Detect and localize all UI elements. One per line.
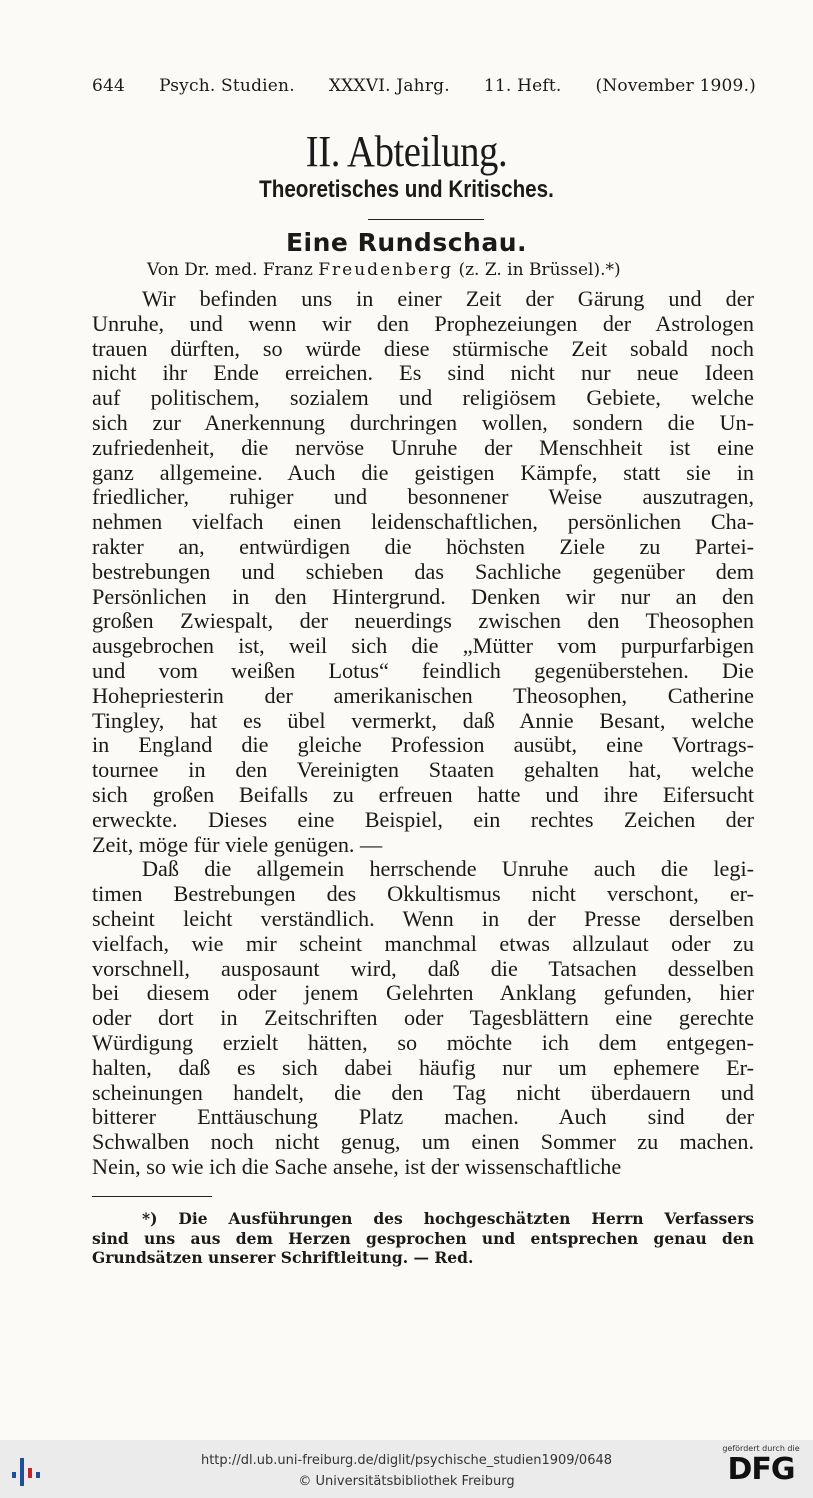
- byline-suffix: (z. Z. in Brüssel).*): [458, 260, 621, 280]
- footnote-divider: [92, 1196, 212, 1197]
- text-line: und vom weißen Lotus“ feindlich gegenüberstehen. Die: [92, 658, 754, 683]
- journal-name: Psych. Studien.: [159, 76, 295, 96]
- section-subtitle: Theoretisches und Kritisches.: [259, 176, 554, 203]
- text-line: erweckte. Dieses eine Beispiel, ein rechtes Zeichen der: [92, 807, 754, 832]
- text-line: Daß die allgemein herrschende Unruhe auch die legi-: [142, 857, 754, 882]
- text-line: vielfach, wie mir scheint manchmal etwas allzulaut oder zu: [92, 931, 754, 956]
- running-header: [92, 76, 756, 96]
- text-line: sich zur Anerkennung durchringen wollen, sondern die Un-: [92, 410, 754, 435]
- footnote-line: *) Die Ausführungen des hochgeschätzten Herrn Verfassers: [142, 1209, 754, 1228]
- page-number: 644: [92, 76, 126, 96]
- author-name: Freudenberg: [318, 260, 454, 280]
- text-line: scheint leicht verständlich. Wenn in der Presse derselben: [92, 906, 754, 931]
- footnote-line: sind uns aus dem Herzen gesprochen und entsprechen genau den: [92, 1228, 754, 1248]
- dfg-wordmark: DFG: [727, 1452, 795, 1487]
- byline: [147, 260, 767, 280]
- text-line: halten, daß es sich dabei häufig nur um ephemere Er-: [92, 1055, 754, 1080]
- text-line: oder dort in Zeitschriften oder Tagesblättern eine gerechte: [92, 1006, 754, 1031]
- article-body: [92, 287, 754, 1180]
- viewer-footer: [0, 1440, 813, 1498]
- text-line: nehmen vielfach einen leidenschaftlichen, persönlichen Cha-: [92, 510, 754, 535]
- text-line: ausgebrochen ist, weil sich die „Mütter vom purpurfarbigen: [92, 634, 754, 659]
- text-line: großen Zwiespalt, der neuerdings zwischen den Theosophen: [92, 609, 754, 634]
- text-line: auf politischem, sozialem und religiösem Gebiete, welche: [92, 386, 754, 411]
- title-divider: [368, 219, 484, 220]
- text-line: in England die gleiche Profession ausübt, eine Vortrags-: [92, 733, 754, 758]
- text-line: trauen dürften, so würde diese stürmische Zeit sobald noch: [92, 336, 754, 361]
- volume: XXXVI. Jahrg.: [328, 76, 450, 96]
- section-title: II. Abteilung.: [305, 127, 508, 176]
- text-line: zufriedenheit, die nervöse Unruhe der Menschheit ist eine: [92, 435, 754, 460]
- text-line: scheinungen handelt, die den Tag nicht überdauern und: [92, 1080, 754, 1105]
- text-line: Nein, so wie ich die Sache ansehe, ist der wissenschaftliche: [92, 1154, 622, 1179]
- text-line: Zeit, möge für viele genügen. —: [92, 832, 383, 857]
- text-line: bitterer Enttäuschung Platz machen. Auch sind der: [92, 1105, 754, 1130]
- copyright-notice: © Universitätsbibliothek Freiburg: [298, 1474, 515, 1489]
- text-line: ganz allgemeine. Auch die geistigen Kämpfe, statt sie in: [92, 460, 754, 485]
- text-line: timen Bestrebungen des Okkultismus nicht verschont, er-: [92, 882, 754, 907]
- text-line: tournee in den Vereinigten Staaten gehalten hat, welche: [92, 758, 754, 783]
- footnote: [92, 1209, 754, 1268]
- text-line: Würdigung erzielt hätten, so möchte ich dem entgegen-: [92, 1030, 754, 1055]
- text-line: rakter an, entwürdigen die höchsten Ziele zu Partei-: [92, 534, 754, 559]
- text-line: bei diesem oder jenem Gelehrten Anklang gefunden, hier: [92, 981, 754, 1006]
- text-line: nicht ihr Ende erreichen. Es sind nicht nur neue Ideen: [92, 361, 754, 386]
- text-line: bestrebungen und schieben das Sachliche gegenüber dem: [92, 559, 754, 584]
- text-line: Schwalben noch nicht genug, um einen Sommer zu machen.: [92, 1130, 754, 1155]
- byline-prefix: Von Dr. med. Franz: [147, 260, 313, 280]
- text-line: sich großen Beifalls zu erfreuen hatte und ihre Eifersucht: [92, 782, 754, 807]
- text-line: Tingley, hat es übel vermerkt, daß Annie Besant, welche: [92, 708, 754, 733]
- issue: 11. Heft.: [483, 76, 562, 96]
- text-line: Hohepriesterin der amerikanischen Theosophen, Catherine: [92, 683, 754, 708]
- text-line: friedlicher, ruhiger und besonnener Weise auszutragen,: [92, 485, 754, 510]
- text-line: Unruhe, und wenn wir den Prophezeiungen der Astrologen: [92, 311, 754, 336]
- text-line: Wir befinden uns in einer Zeit der Gärung und der: [142, 287, 754, 311]
- text-line: Persönlichen in den Hintergrund. Denken wir nur an den: [92, 584, 754, 609]
- footnote-line: Grundsätzen unserer Schriftleitung. — Red.: [92, 1248, 474, 1267]
- article-title: Eine Rundschau.: [285, 228, 527, 257]
- dfg-logo: [716, 1444, 806, 1494]
- permalink-url[interactable]: http://dl.ub.uni-freiburg.de/diglit/psychische_studien1909/0648: [200, 1453, 613, 1468]
- text-line: vorschnell, ausposaunt wird, daß die Tatsachen desselben: [92, 956, 754, 981]
- funding-note: gefördert durch die: [722, 1444, 800, 1453]
- issue-date: (November 1909.): [595, 76, 756, 96]
